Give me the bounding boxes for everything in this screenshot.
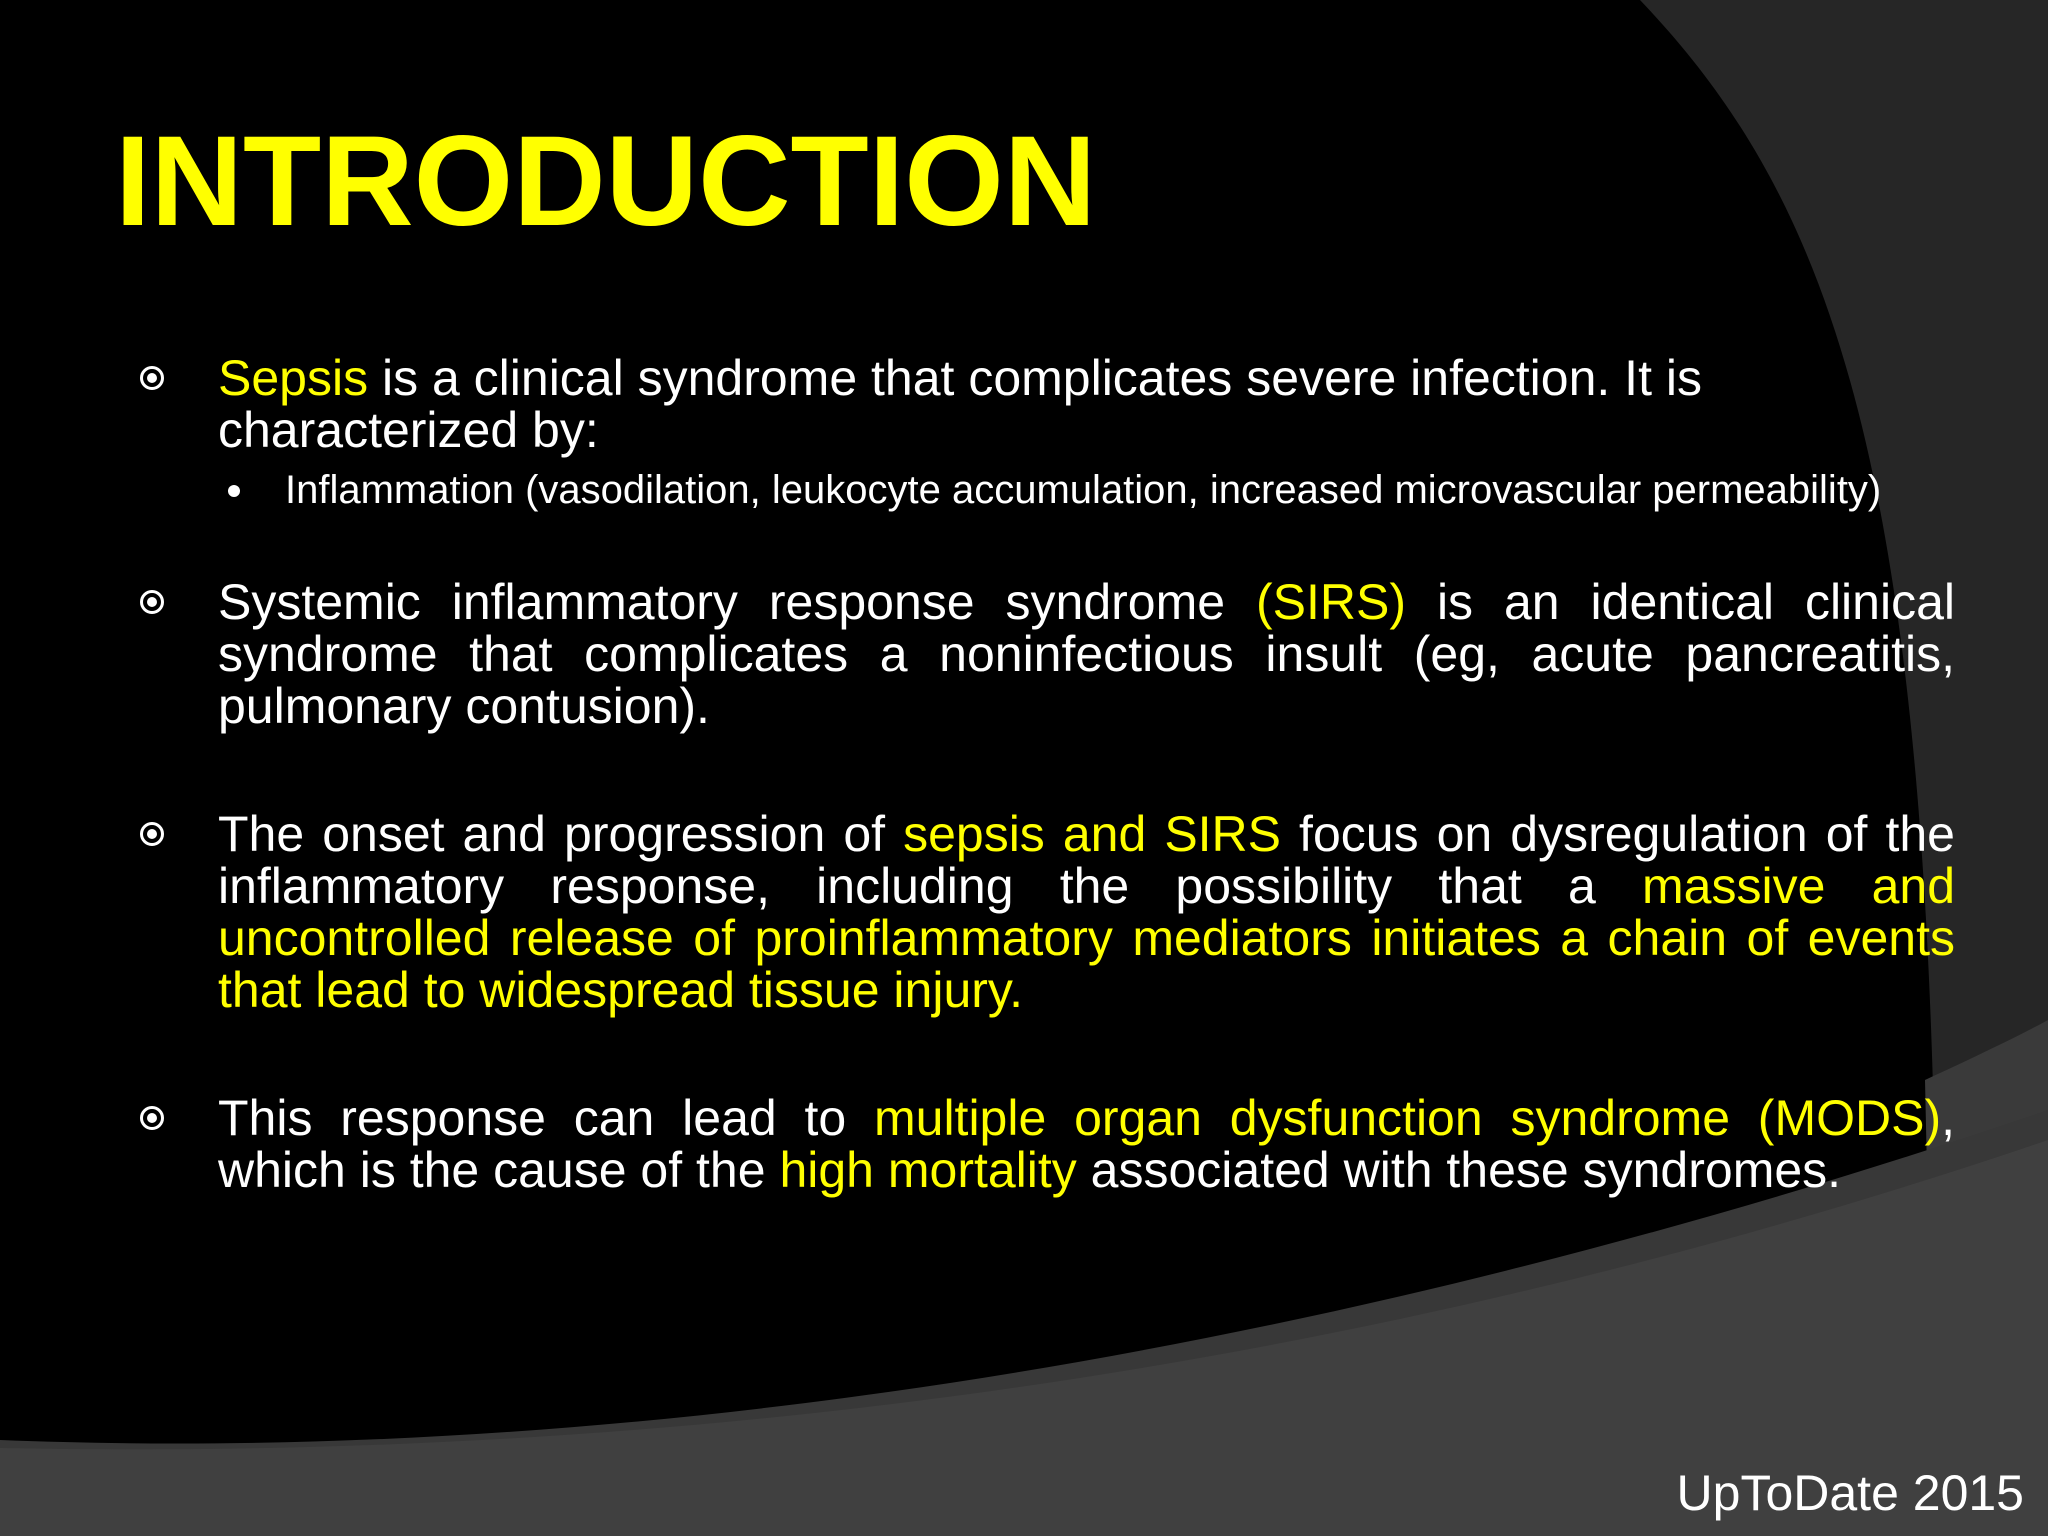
highlight-text: massive and uncontrolled release of proinflammatory mediators initiates a chain of events that lead to widespread tissue injury.	[218, 858, 1955, 1018]
highlight-text: sepsis and SIRS	[903, 806, 1282, 862]
highlight-text: Sepsis	[218, 350, 369, 406]
highlight-text: multiple organ dysfunction syndrome (MODS)	[873, 1090, 1942, 1146]
bullet-item-sepsis	[140, 352, 1955, 512]
body-text: is a clinical syndrome that complicates severe infection. It is characterized by:	[218, 350, 1702, 458]
body-text: Systemic inflammatory response syndrome	[218, 574, 1256, 630]
body-text: focus on dysregulation of the inflammatory response, including the possibility that a	[218, 806, 1955, 914]
body-text: The onset and progression of	[218, 806, 904, 862]
circle-bullet-icon	[140, 366, 164, 390]
highlight-text: (SIRS)	[1256, 574, 1406, 630]
source-footer: UpToDate 2015	[1676, 1465, 2024, 1521]
dot-bullet-icon	[228, 485, 240, 497]
circle-bullet-icon	[140, 590, 164, 614]
circle-bullet-icon	[140, 1106, 164, 1130]
bullet-item-onset	[140, 808, 1955, 1016]
circle-bullet-icon	[140, 822, 164, 846]
body-text: is an identical clinical syndrome that complicates a noninfectious insult (eg, acute pancreatitis, pulmonary contusion).	[218, 574, 1955, 734]
highlight-text: high mortality	[779, 1142, 1077, 1198]
body-text: associated with these syndromes.	[1076, 1142, 1842, 1198]
sub-bullet-text: Inflammation (vasodilation, leukocyte accumulation, increased microvascular permeability)	[285, 468, 1882, 512]
slide-body	[140, 352, 1955, 1196]
body-text: , which is the cause of the	[218, 1090, 1956, 1198]
sub-bullet-item	[140, 468, 1965, 512]
slide-title: INTRODUCTION	[115, 110, 1097, 253]
bullet-item-mods	[140, 1092, 1955, 1196]
body-text: This response can lead to	[218, 1090, 874, 1146]
bullet-item-sirs	[140, 576, 1955, 732]
